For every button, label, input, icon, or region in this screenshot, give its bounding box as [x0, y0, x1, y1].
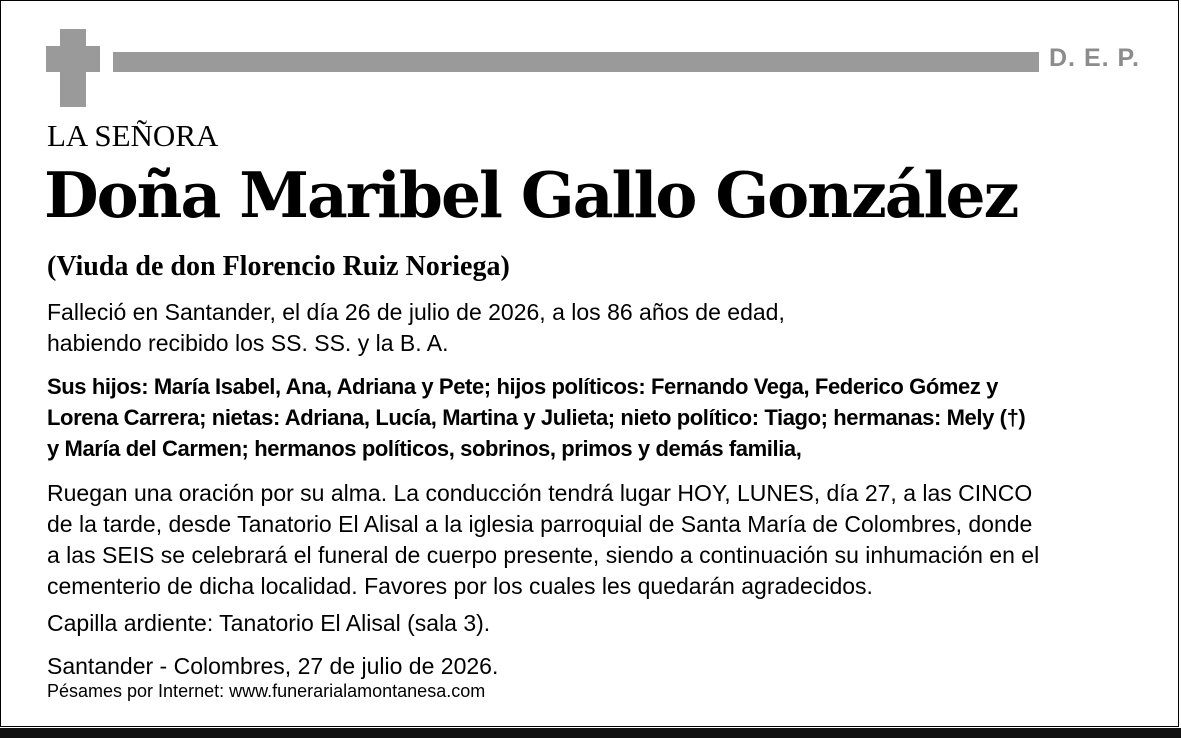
honorific: LA SEÑORA — [47, 118, 219, 153]
family-list — [47, 371, 1157, 464]
prayer-line: de la tarde, desde Tanatorio El Alisal a la iglesia parroquial de Santa María de Colombres, donde — [47, 511, 1033, 537]
death-line: Falleció en Santander, el día 26 de julio de 2026, a los 86 años de edad, — [47, 299, 785, 325]
cross-icon — [46, 29, 100, 107]
death-announcement — [47, 297, 1147, 359]
widow-note: (Viuda de don Florencio Ruiz Noriega) — [47, 251, 510, 282]
family-line: Lorena Carrera; nietas: Adriana, Lucía, Martina y Julieta; nieto político: Tiago; hermanas: Mely (†) — [47, 405, 1026, 430]
prayer-line: cementerio de dicha localidad. Favores por los cuales les quedarán agradecidos. — [47, 573, 873, 599]
death-line: habiendo recibido los SS. SS. y la B. A. — [47, 330, 449, 356]
family-line: Sus hijos: María Isabel, Ana, Adriana y Pete; hijos políticos: Fernando Vega, Federico Gómez y — [47, 374, 999, 399]
bottom-band — [0, 728, 1181, 738]
funeral-details — [47, 478, 1157, 602]
header-rule — [113, 52, 1039, 72]
deceased-name: Doña Maribel Gallo González — [44, 158, 1018, 232]
prayer-line: a las SEIS se celebrará el funeral de cuerpo presente, siendo a continuación su inhumación en el — [47, 542, 1040, 568]
prayer-line: Ruegan una oración por su alma. La conducción tendrá lugar HOY, LUNES, día 27, a las CINCO — [47, 480, 1033, 506]
family-line: y María del Carmen; hermanos políticos, sobrinos, primos y demás familia, — [47, 436, 802, 461]
place-date: Santander - Colombres, 27 de julio de 2026. — [47, 653, 499, 679]
chapel-info: Capilla ardiente: Tanatorio El Alisal (sala 3). — [47, 610, 491, 636]
dep-label: D. E. P. — [1049, 44, 1140, 72]
condolences-link[interactable]: Pésames por Internet: www.funerarialamontanesa.com — [47, 681, 486, 701]
